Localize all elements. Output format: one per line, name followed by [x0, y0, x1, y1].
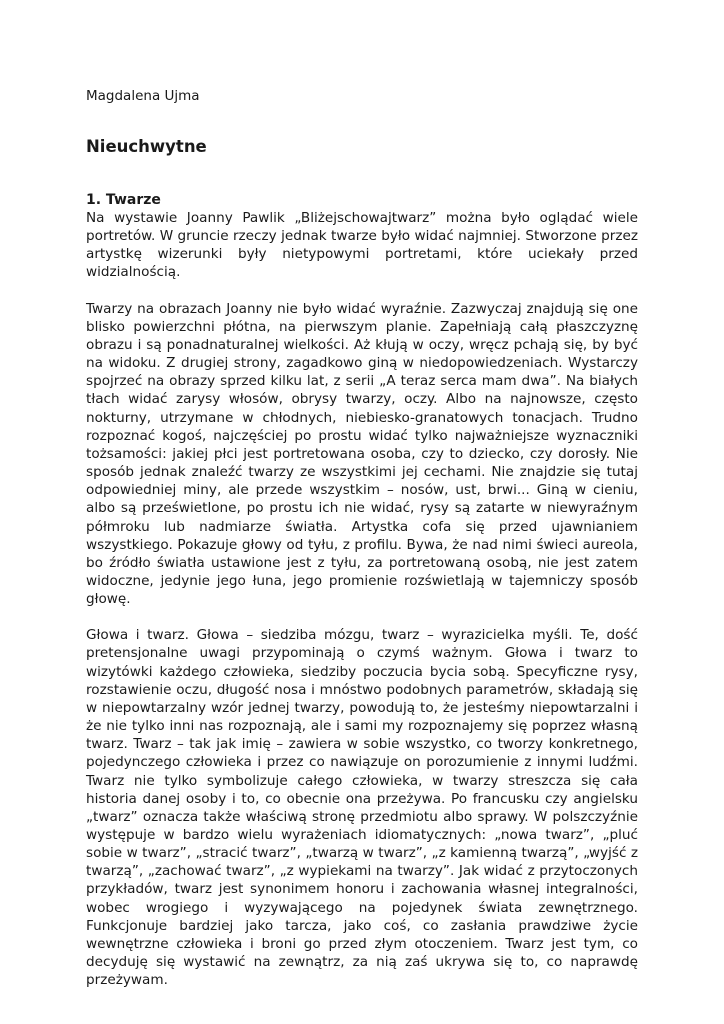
paragraph-1: Na wystawie Joanny Pawlik „Bliżejschowajtwarz” można było oglądać wiele portretów. W gruncie rzeczy jednak twarze było widać najmniej. Stworzone przez artystkę wizerunki były nietypowymi portretami, które uciekały przed widzialnością.	[86, 210, 638, 281]
author-name: Magdalena Ujma	[86, 88, 200, 104]
section-heading: 1. Twarze	[86, 192, 161, 208]
paragraph-2: Twarzy na obrazach Joanny nie było widać wyraźnie. Zazwyczaj znajdują się one blisko powierzchni płótna, na pierwszym planie. Zapełniają całą płaszczyznę obrazu i są ponadnaturalnej wielkości. Aż kłują w oczy, wręcz pchają się, by być na widoku. Z drugiej strony, zagadkowo giną w niedopowiedzeniach. Wystarczy spojrzeć na obrazy sprzed kilku lat, z serii „A teraz serca mam dwa”. Na białych tłach widać zarysy włosów, obrysy twarzy, oczy. Albo na najnowsze, często nokturny, utrzymane w chłodnych, niebiesko-granatowych tonacjach. Trudno rozpoznać kogoś, najczęściej po prostu widać tylko najważniejsze wyznaczniki tożsamości: jakiej płci jest portretowana osoba, czy to dziecko, czy dorosły. Nie sposób jednak znaleźć twarzy ze wszystkimi jej cechami. Nie znajdzie się tutaj odpowiedniej miny, ale przede wszystkim – nosów, ust, brwi... Giną w cieniu, albo są prześwietlone, po prostu ich nie widać, rysy są zatarte w niewyraźnym półmroku lub nadmiarze światła. Artystka cofa się przed ujawnianiem wszystkiego. Pokazuje głowy od tyłu, z profilu. Bywa, że nad nimi świeci aureola, bo źródło światła ustawione jest z tyłu, za portretowaną osobą, nie jest zatem widoczne, jedynie jego łuna, jego promienie rozświetlają w tajemniczy sposób głowę.	[86, 300, 638, 608]
document-title: Nieuchwytne	[86, 137, 207, 156]
document-page	[86, 86, 638, 989]
paragraph-3: Głowa i twarz. Głowa – siedziba mózgu, twarz – wyrazicielka myśli. Te, dość pretensjonalne uwagi przypominają o czymś ważnym. Głowa i twarz to wizytówki każdego człowieka, siedziby poczucia bycia sobą. Specyficzne rysy, rozstawienie oczu, długość nosa i mnóstwo podobnych parametrów, składają się w niepowtarzalny wzór jednej twarzy, powodują to, że jesteśmy niepowtarzalni i że nie tylko inni nas rozpoznają, ale i sami my rozpoznajemy się poprzez własną twarz. Twarz – tak jak imię – zawiera w sobie wszystko, co tworzy konkretnego, pojedynczego człowieka i przez co nawiązuje on porozumienie z innymi ludźmi. Twarz nie tylko symbolizuje całego człowieka, w twarzy streszcza się cała historia danej osoby i to, co obecnie ona przeżywa. Po francusku czy angielsku „twarz” oznacza także właściwą stronę przedmiotu albo sprawy. W polszczyźnie występuje w bardzo wielu wyrażeniach idiomatycznych: „nowa twarz”, „pluć sobie w twarz”, „stracić twarz”, „twarzą w twarz”, „z kamienną twarzą”, „wyjść z twarzą”, „zachować twarz”, „z wypiekami na twarzy”. Jak widać z przytoczonych przykładów, twarz jest synonimem honoru i zachowania własnej integralności, wobec wrogiego i wyzywającego na pojedynek świata zewnętrznego. Funkcjonuje bardziej jako tarcza, jako coś, co zasłania prawdziwe życie wewnętrzne człowieka i broni go przed złym otoczeniem. Twarz jest tym, co decyduję się wystawić na zewnątrz, za nią zaś ukrywa się to, co naprawdę przeżywam.	[86, 627, 638, 989]
